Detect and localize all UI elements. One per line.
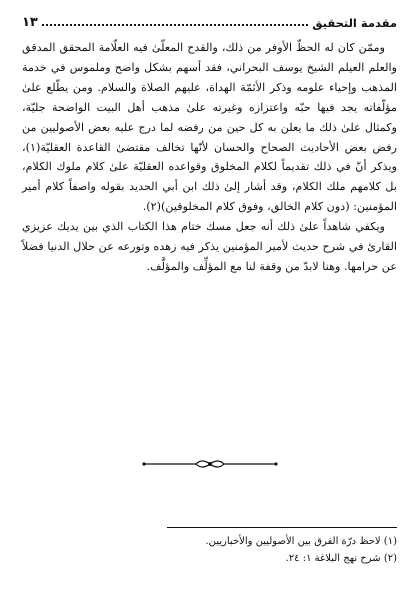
footnotes bbox=[22, 533, 397, 567]
footnote: (٢) شرح نهج البلاغة ١: ٢٤. bbox=[285, 553, 397, 564]
footnote-rule bbox=[167, 527, 397, 528]
paragraph: ويكفي شاهداً علىٰ ذلك أنه جعل مسك ختام هذا الكتاب الذي بين يديك عزيزي القارئ في شرح حديث لأمير المؤمنين يذكر فيه زهده وتورعه عن حلال الدنيا فضلاً عن حرامها. وهنا لابدّ من وقفة لنا مع المؤلِّف والمؤلَّف. bbox=[22, 220, 397, 273]
footnote: (١) لاحظ درّة الفرق بين الأصوليين والأخباريين. bbox=[205, 536, 397, 547]
running-header bbox=[22, 8, 397, 30]
header-dot-leader bbox=[42, 24, 308, 26]
body-text bbox=[22, 38, 397, 277]
paragraph: وممّن كان له الحظّ الأوفر من ذلك، والقدح المعلّىٰ فيه العلّامة المحقق المدقق والعلم العيلم الشيخ يوسف البحراني، فقد أسهم بشكل واضح وملموس في خدمة المذهب وإحياء علومه وذكر الأئمّة الهداة، عليهم الصلاة والسلام. ومن يطّلع علىٰ مؤلّفاته يجد فيها حبّه واعتزازه وغيرته علىٰ مذهب أهل البيت الواضحة جليّة، وكمثال علىٰ ذلك ما يعلن به كل حين من رفضه لما درج عليه بعض الأصوليين من رفض بعض الأحاديث الصحاح والحسان لأنّها تخالف مقتضىٰ القاعدة العقليّة(١)، ويذكر أنّ في ذلك تقديماً لكلام المخلوق وقواعده العقليّة علىٰ كلام ملوك الكلام، بل كلامهم ملك الكلام، وقد أشار إلىٰ ذلك ابن أبي الحديد بقوله واصفاً كلام أمير المؤمنين: (دون كلام الخالق، وفوق كلام المخلوقين)(٢). bbox=[22, 41, 397, 214]
page-number: ١٣ bbox=[22, 15, 38, 30]
section-divider-ornament bbox=[140, 455, 280, 473]
header-title: مقدمة التحقيق bbox=[312, 16, 397, 30]
